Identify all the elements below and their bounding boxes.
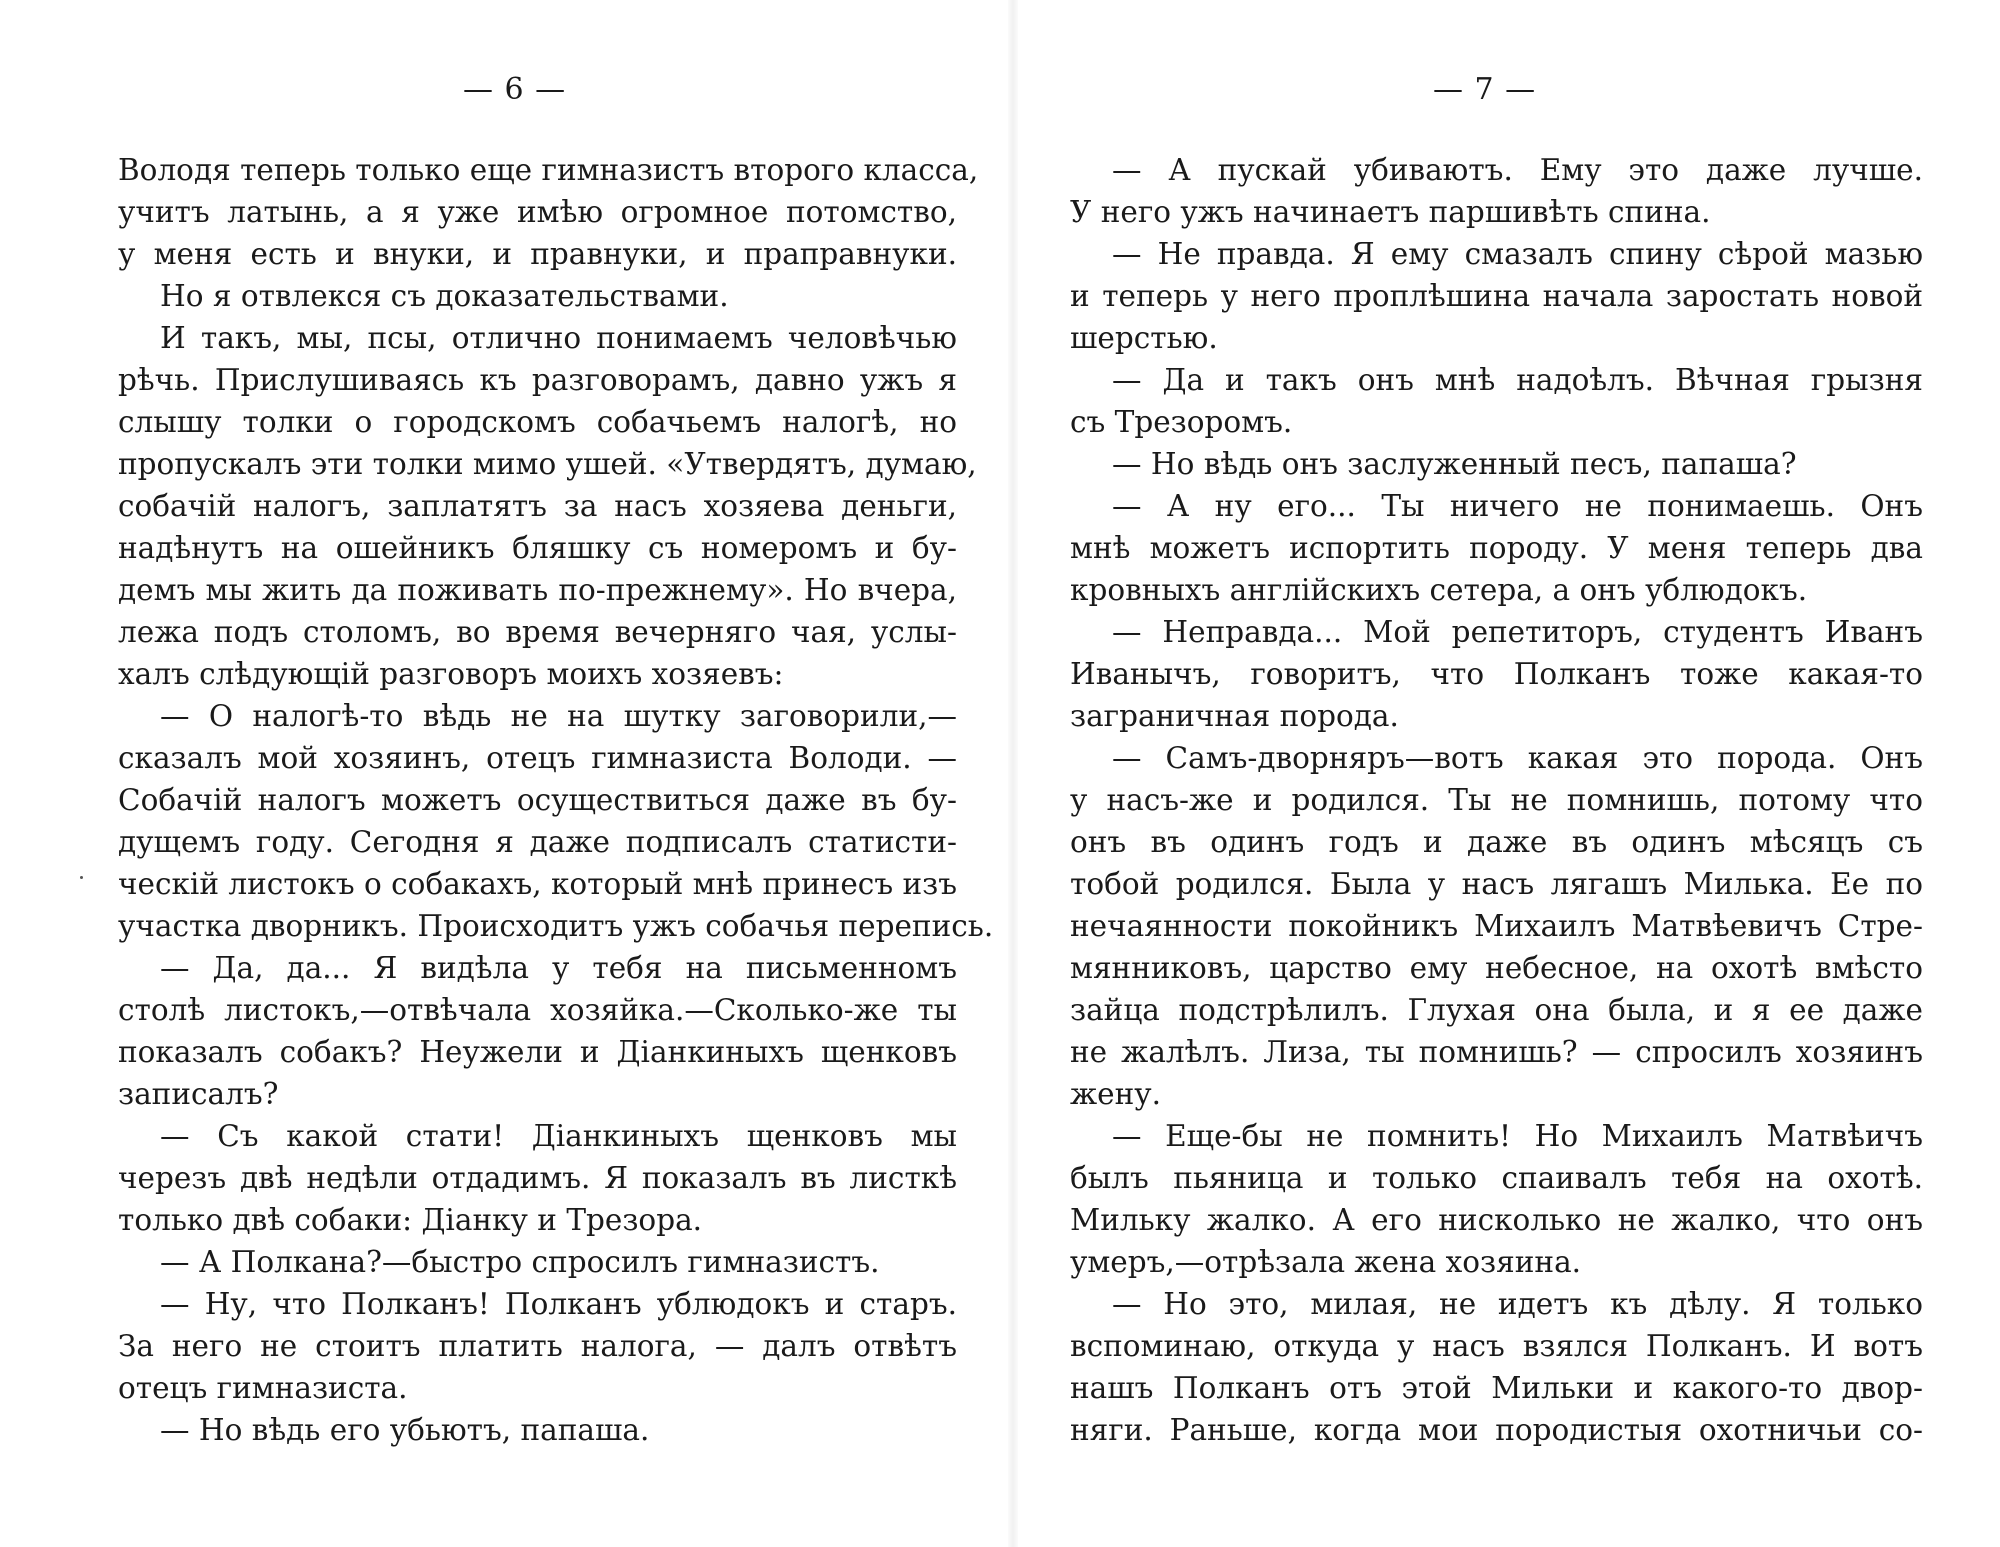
text-line: записалъ? (118, 1077, 279, 1111)
text-line: У него ужъ начинаетъ паршивѣть спина. (1070, 195, 1711, 229)
print-speck (80, 876, 83, 879)
text-line: надѣнутъ на ошейникъ бляшку съ номеромъ и бу- (118, 531, 957, 565)
text-line: — Ну, что Полканъ! Полканъ ублюдокъ и старъ. (160, 1287, 957, 1321)
text-line: халъ слѣдующій разговоръ моихъ хозяевъ: (118, 657, 784, 691)
text-line: ческій листокъ о собакахъ, который мнѣ принесъ изъ (118, 867, 957, 901)
text-line: — Еще-бы не помнить! Но Михаилъ Матвѣичъ (1112, 1119, 1923, 1153)
text-line: — Неправда... Мой репетиторъ, студентъ Иванъ (1112, 615, 1923, 649)
text-line: шерстью. (1070, 321, 1218, 355)
text-line: — Да, да... Я видѣла у тебя на письменномъ (160, 951, 957, 985)
text-line: Собачій налогъ можетъ осуществиться даже въ бу- (118, 783, 957, 817)
text-line: — Съ какой стати! Діанкиныхъ щенковъ мы (160, 1119, 957, 1153)
text-line: черезъ двѣ недѣли отдадимъ. Я показалъ въ листкѣ (118, 1161, 957, 1195)
page-number-left: — 6 — (463, 72, 567, 107)
text-line: мянниковъ, царство ему небесное, на охотѣ вмѣсто (1070, 951, 1923, 985)
book-gutter (1008, 0, 1018, 1547)
text-line: и теперь у него проплѣшина начала заростать новой (1070, 279, 1923, 313)
text-line: у меня есть и внуки, и правнуки, и праправнуки. (118, 237, 957, 271)
text-line: — А пускай убиваютъ. Ему это даже лучше. (1112, 153, 1923, 187)
text-line: показалъ собакъ? Неужели и Діанкиныхъ щенковъ (118, 1035, 957, 1069)
text-line: столѣ листокъ,—отвѣчала хозяйка.—Сколько-же ты (118, 993, 957, 1027)
text-line: За него не стоитъ платить налога, — далъ отвѣтъ (118, 1329, 957, 1363)
text-line: Володя теперь только еще гимназистъ второго класса, (118, 153, 979, 187)
text-line: заграничная порода. (1070, 699, 1399, 733)
text-line: тобой родился. Была у насъ лягашъ Милька. Ее по (1070, 867, 1923, 901)
text-line: лежа подъ столомъ, во время вечерняго чая, услы- (118, 615, 957, 649)
text-line: И такъ, мы, псы, отлично понимаемъ человѣчью (160, 321, 957, 355)
text-line: пропускалъ эти толки мимо ушей. «Утвердятъ, думаю, (118, 447, 977, 481)
text-line: мнѣ можетъ испортить породу. У меня теперь два (1070, 531, 1923, 565)
text-line: — А Полкана?—быстро спросилъ гимназистъ. (160, 1245, 880, 1279)
right-page (1018, 0, 2000, 1547)
text-line: только двѣ собаки: Діанку и Трезора. (118, 1203, 703, 1237)
text-line: рѣчь. Прислушиваясь къ разговорамъ, давно ужъ я (118, 363, 957, 397)
text-line: Но я отвлекся съ доказательствами. (160, 279, 729, 313)
text-line: жену. (1070, 1077, 1161, 1111)
text-line: отецъ гимназиста. (118, 1371, 408, 1405)
text-line: — Самъ-дворняръ—вотъ какая это порода. Онъ (1112, 741, 1923, 775)
text-line: Мильку жалко. А его нисколько не жалко, что онъ (1070, 1203, 1923, 1237)
text-line: умеръ,—отрѣзала жена хозяина. (1070, 1245, 1582, 1279)
text-line: — Но это, милая, не идетъ къ дѣлу. Я только (1112, 1287, 1923, 1321)
text-line: участка дворникъ. Происходитъ ужъ собачья перепись. (118, 909, 994, 943)
text-line: онъ въ одинъ годъ и даже въ одинъ мѣсяцъ съ (1070, 825, 1923, 859)
text-line: нечаянности покойникъ Михаилъ Матвѣевичъ Стре- (1070, 909, 1923, 943)
text-line: нашъ Полканъ отъ этой Мильки и какого-то двор- (1070, 1371, 1923, 1405)
text-line: дущемъ году. Сегодня я даже подписалъ статисти- (118, 825, 957, 859)
text-line: вспоминаю, откуда у насъ взялся Полканъ. И вотъ (1070, 1329, 1923, 1363)
text-line: — Но вѣдь его убьютъ, папаша. (160, 1413, 650, 1447)
text-line: съ Трезоромъ. (1070, 405, 1293, 439)
text-line: — О налогѣ-то вѣдь не на шутку заговорили,— (160, 699, 957, 733)
page-number-right: — 7 — (1433, 72, 1537, 107)
text-line: былъ пьяница и только спаивалъ тебя на охотѣ. (1070, 1161, 1923, 1195)
text-line: демъ мы жить да поживать по-прежнему». Но вчера, (118, 573, 957, 607)
text-line: — А ну его... Ты ничего не понимаешь. Онъ (1112, 489, 1923, 523)
text-line: у насъ-же и родился. Ты не помнишь, потому что (1070, 783, 1923, 817)
right-page-text (1070, 149, 1923, 1451)
text-line: не жалѣлъ. Лиза, ты помнишь? — спросилъ хозяинъ (1070, 1035, 1923, 1069)
text-line: — Но вѣдь онъ заслуженный песъ, папаша? (1112, 447, 1797, 481)
text-line: зайца подстрѣлилъ. Глухая она была, и я ее даже (1070, 993, 1923, 1027)
text-line: сказалъ мой хозяинъ, отецъ гимназиста Володи. — (118, 741, 957, 775)
text-line: Иванычъ, говоритъ, что Полканъ тоже какая-то (1070, 657, 1923, 691)
text-line: няги. Раньше, когда мои породистыя охотничьи со- (1070, 1413, 1923, 1447)
left-page-text (118, 149, 994, 1451)
text-line: — Да и такъ онъ мнѣ надоѣлъ. Вѣчная грызня (1112, 363, 1923, 397)
text-line: слышу толки о городскомъ собачьемъ налогѣ, но (118, 405, 957, 439)
text-line: учитъ латынь, а я уже имѣю огромное потомство, (118, 195, 957, 229)
text-line: — Не правда. Я ему смазалъ спину сѣрой мазью (1112, 237, 1923, 271)
text-line: собачій налогъ, заплатятъ за насъ хозяева деньги, (118, 489, 957, 523)
text-line: кровныхъ англійскихъ сетера, а онъ ублюдокъ. (1070, 573, 1808, 607)
